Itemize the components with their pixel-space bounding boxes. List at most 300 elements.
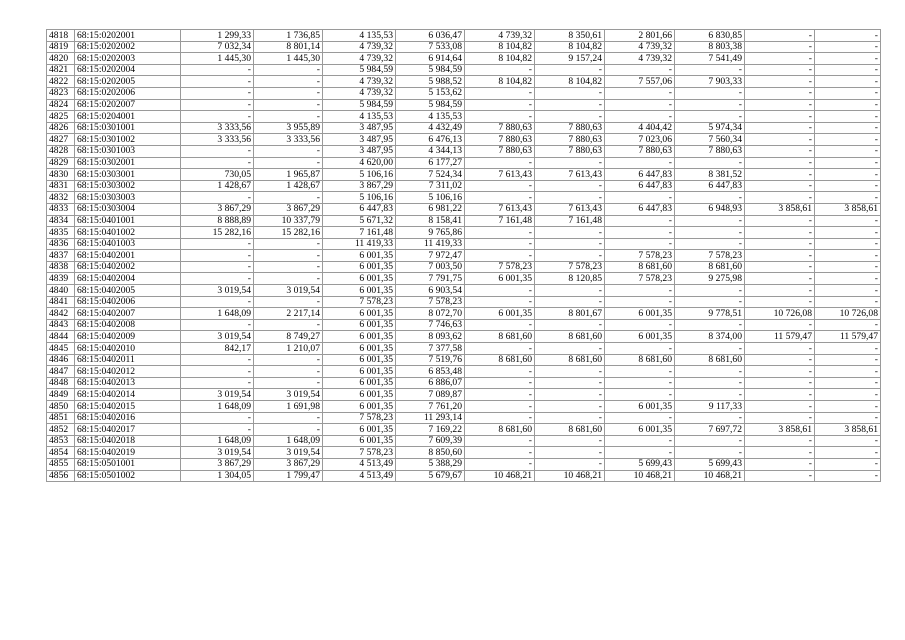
cell-value-5: -	[465, 343, 535, 355]
cell-value-4: 4 135,53	[396, 111, 465, 123]
cell-value-3: 6 001,35	[323, 331, 396, 343]
cell-value-5: -	[465, 111, 535, 123]
cell-value-8: -	[675, 389, 745, 401]
table-row	[47, 180, 881, 192]
cell-value-10: -	[815, 169, 881, 181]
cell-value-6: -	[535, 296, 605, 308]
cell-value-5: 7 880,63	[465, 122, 535, 134]
table-row	[47, 377, 881, 389]
cell-value-3: 6 001,35	[323, 343, 396, 355]
cell-value-2: 3 019,54	[254, 389, 323, 401]
cell-value-2: 15 282,16	[254, 227, 323, 239]
cell-value-3: 7 578,23	[323, 296, 396, 308]
cell-value-9: -	[745, 157, 815, 169]
cell-value-6: -	[535, 377, 605, 389]
cell-cadastral-code: 68:15:0402006	[75, 296, 181, 308]
cell-value-9: 11 579,47	[745, 331, 815, 343]
cell-value-10: -	[815, 180, 881, 192]
cell-value-5: -	[465, 296, 535, 308]
cell-value-3: 6 001,35	[323, 377, 396, 389]
cell-value-4: 5 984,59	[396, 64, 465, 76]
cell-value-7: -	[605, 447, 675, 459]
cell-value-8: -	[675, 377, 745, 389]
cell-value-1: -	[181, 111, 254, 123]
cell-value-8: -	[675, 319, 745, 331]
cell-value-10: -	[815, 343, 881, 355]
cell-cadastral-code: 68:15:0501002	[75, 470, 181, 482]
cell-cadastral-code: 68:15:0402015	[75, 401, 181, 413]
cell-value-4: 8 072,70	[396, 308, 465, 320]
table-row	[47, 308, 881, 320]
cell-value-10: -	[815, 273, 881, 285]
cell-value-4: 5 153,62	[396, 87, 465, 99]
cell-value-6: -	[535, 250, 605, 262]
cell-value-7: 7 023,06	[605, 134, 675, 146]
cell-value-2: 3 867,29	[254, 203, 323, 215]
table-row	[47, 435, 881, 447]
cell-cadastral-code: 68:15:0402012	[75, 366, 181, 378]
table-row	[47, 285, 881, 297]
cell-value-9: -	[745, 169, 815, 181]
cell-value-4: 7 972,47	[396, 250, 465, 262]
cell-value-1: -	[181, 319, 254, 331]
cell-cadastral-code: 68:15:0401001	[75, 215, 181, 227]
cell-value-10: -	[815, 250, 881, 262]
cell-value-6: 8 104,82	[535, 76, 605, 88]
cell-value-4: 7 377,58	[396, 343, 465, 355]
cell-value-7: -	[605, 285, 675, 297]
cell-row-index: 4822	[47, 76, 75, 88]
cell-value-6: 8 104,82	[535, 41, 605, 53]
table-row	[47, 122, 881, 134]
cell-value-2: 8 749,27	[254, 331, 323, 343]
cell-value-3: 6 001,35	[323, 435, 396, 447]
cell-value-3: 6 001,35	[323, 389, 396, 401]
cell-value-8: 5 974,34	[675, 122, 745, 134]
cell-row-index: 4829	[47, 157, 75, 169]
cell-value-2: -	[254, 261, 323, 273]
cell-value-7: 6 447,83	[605, 180, 675, 192]
cell-value-1: -	[181, 76, 254, 88]
cell-cadastral-code: 68:15:0202003	[75, 53, 181, 65]
cell-cadastral-code: 68:15:0402007	[75, 308, 181, 320]
cell-value-10: 11 579,47	[815, 331, 881, 343]
cell-value-6: -	[535, 366, 605, 378]
cell-value-4: 7 533,08	[396, 41, 465, 53]
cell-value-3: 7 161,48	[323, 227, 396, 239]
cell-value-9: -	[745, 192, 815, 204]
cell-value-7: 6 001,35	[605, 308, 675, 320]
cell-value-6: 7 880,63	[535, 134, 605, 146]
cell-cadastral-code: 68:15:0402008	[75, 319, 181, 331]
cell-cadastral-code: 68:15:0301003	[75, 145, 181, 157]
cell-value-6: -	[535, 99, 605, 111]
table-row	[47, 401, 881, 413]
cell-value-8: -	[675, 285, 745, 297]
table-row	[47, 157, 881, 169]
cell-cadastral-code: 68:15:0401002	[75, 227, 181, 239]
cell-row-index: 4823	[47, 87, 75, 99]
cell-value-1: 3 333,56	[181, 134, 254, 146]
cell-value-8: 9 117,33	[675, 401, 745, 413]
cell-value-3: 6 001,35	[323, 366, 396, 378]
cell-value-9: -	[745, 134, 815, 146]
cell-value-6: 8 681,60	[535, 354, 605, 366]
cell-value-8: 6 948,93	[675, 203, 745, 215]
cell-value-5: -	[465, 250, 535, 262]
cell-value-10: -	[815, 227, 881, 239]
cell-value-10: -	[815, 145, 881, 157]
cell-value-2: -	[254, 157, 323, 169]
cell-value-4: 6 886,07	[396, 377, 465, 389]
cell-value-10: 3 858,61	[815, 424, 881, 436]
cell-value-4: 6 981,22	[396, 203, 465, 215]
cell-value-2: -	[254, 366, 323, 378]
cell-value-8: 9 778,51	[675, 308, 745, 320]
cell-value-4: 7 578,23	[396, 296, 465, 308]
table-row	[47, 250, 881, 262]
cell-value-9: -	[745, 53, 815, 65]
cell-value-6: -	[535, 87, 605, 99]
cell-row-index: 4843	[47, 319, 75, 331]
cell-value-2: 8 801,14	[254, 41, 323, 53]
cell-cadastral-code: 68:15:0402019	[75, 447, 181, 459]
cell-row-index: 4853	[47, 435, 75, 447]
cell-value-4: 11 419,33	[396, 238, 465, 250]
cell-value-7: 6 001,35	[605, 331, 675, 343]
cell-row-index: 4834	[47, 215, 75, 227]
cell-value-8: -	[675, 238, 745, 250]
table-row	[47, 343, 881, 355]
cell-value-7: 6 447,83	[605, 169, 675, 181]
cell-value-10: -	[815, 111, 881, 123]
cell-value-7: 10 468,21	[605, 470, 675, 482]
table-row	[47, 215, 881, 227]
cell-value-10: -	[815, 366, 881, 378]
cell-value-6: -	[535, 447, 605, 459]
cell-value-3: 4 513,49	[323, 458, 396, 470]
cell-value-3: 5 984,59	[323, 64, 396, 76]
table-row	[47, 273, 881, 285]
cell-value-7: -	[605, 238, 675, 250]
cell-cadastral-code: 68:15:0402016	[75, 412, 181, 424]
cell-value-9: -	[745, 215, 815, 227]
cell-row-index: 4831	[47, 180, 75, 192]
cell-value-10: -	[815, 435, 881, 447]
cell-value-8: -	[675, 227, 745, 239]
cell-value-1: 1 428,67	[181, 180, 254, 192]
cell-value-2: 1 965,87	[254, 169, 323, 181]
cell-value-7: 7 578,23	[605, 273, 675, 285]
cell-cadastral-code: 68:15:0202004	[75, 64, 181, 76]
cell-value-1: -	[181, 377, 254, 389]
cell-cadastral-code: 68:15:0303002	[75, 180, 181, 192]
cell-value-6: -	[535, 343, 605, 355]
cell-value-3: 6 001,35	[323, 261, 396, 273]
cell-value-1: 3 019,54	[181, 447, 254, 459]
cell-value-2: 1 736,85	[254, 30, 323, 42]
cell-value-10: -	[815, 458, 881, 470]
cell-value-10: -	[815, 447, 881, 459]
cell-value-5: 8 104,82	[465, 76, 535, 88]
cell-value-8: -	[675, 366, 745, 378]
cell-value-10: 10 726,08	[815, 308, 881, 320]
cell-value-8: -	[675, 435, 745, 447]
cell-value-5: -	[465, 377, 535, 389]
cell-value-7: -	[605, 389, 675, 401]
cell-row-index: 4852	[47, 424, 75, 436]
cell-value-5: 6 001,35	[465, 273, 535, 285]
cell-value-1: 1 648,09	[181, 435, 254, 447]
cell-value-5: 8 681,60	[465, 424, 535, 436]
cell-value-9: 10 726,08	[745, 308, 815, 320]
cell-value-7: -	[605, 227, 675, 239]
cell-value-10: -	[815, 192, 881, 204]
cell-value-6: 8 681,60	[535, 424, 605, 436]
cell-value-1: -	[181, 238, 254, 250]
cell-value-4: 6 853,48	[396, 366, 465, 378]
cell-value-6: 8 120,85	[535, 273, 605, 285]
cell-value-10: -	[815, 296, 881, 308]
cell-value-2: -	[254, 377, 323, 389]
cell-row-index: 4856	[47, 470, 75, 482]
cell-value-4: 8 158,41	[396, 215, 465, 227]
cell-value-3: 6 001,35	[323, 424, 396, 436]
cell-value-8: 5 699,43	[675, 458, 745, 470]
cell-value-4: 7 746,63	[396, 319, 465, 331]
cell-value-5: -	[465, 157, 535, 169]
cell-value-6: -	[535, 389, 605, 401]
cell-cadastral-code: 68:15:0204001	[75, 111, 181, 123]
cell-row-index: 4836	[47, 238, 75, 250]
cell-value-7: 8 681,60	[605, 354, 675, 366]
cell-cadastral-code: 68:15:0402010	[75, 343, 181, 355]
cell-value-3: 6 001,35	[323, 273, 396, 285]
cell-value-8: -	[675, 99, 745, 111]
cell-value-8: -	[675, 192, 745, 204]
cell-value-9: -	[745, 458, 815, 470]
cell-value-7: 4 739,32	[605, 41, 675, 53]
cell-value-2: 3 019,54	[254, 447, 323, 459]
cell-value-2: -	[254, 238, 323, 250]
cell-value-7: -	[605, 87, 675, 99]
cell-cadastral-code: 68:15:0202001	[75, 30, 181, 42]
cell-value-7: -	[605, 435, 675, 447]
cell-value-8: 8 681,60	[675, 354, 745, 366]
cell-value-5: -	[465, 87, 535, 99]
cell-value-4: 5 679,67	[396, 470, 465, 482]
cell-value-5: 7 613,43	[465, 169, 535, 181]
cell-value-5: 7 578,23	[465, 261, 535, 273]
cell-value-1: 3 867,29	[181, 458, 254, 470]
cell-value-4: 7 524,34	[396, 169, 465, 181]
table-row	[47, 111, 881, 123]
cell-row-index: 4830	[47, 169, 75, 181]
cell-value-3: 5 984,59	[323, 99, 396, 111]
cell-value-5: 6 001,35	[465, 308, 535, 320]
cell-row-index: 4839	[47, 273, 75, 285]
cell-cadastral-code: 68:15:0401003	[75, 238, 181, 250]
cell-value-2: 1 445,30	[254, 53, 323, 65]
cell-cadastral-code: 68:15:0202007	[75, 99, 181, 111]
cell-value-3: 5 106,16	[323, 169, 396, 181]
cell-value-3: 6 001,35	[323, 285, 396, 297]
cell-row-index: 4841	[47, 296, 75, 308]
cell-row-index: 4845	[47, 343, 75, 355]
cell-value-4: 5 984,59	[396, 99, 465, 111]
cell-value-7: 8 681,60	[605, 261, 675, 273]
cell-value-7: -	[605, 99, 675, 111]
table-row	[47, 41, 881, 53]
cell-value-9: -	[745, 366, 815, 378]
cell-value-7: 4 404,42	[605, 122, 675, 134]
cell-value-10: -	[815, 377, 881, 389]
cell-value-9: -	[745, 30, 815, 42]
cell-value-3: 4 513,49	[323, 470, 396, 482]
table-row	[47, 319, 881, 331]
cell-value-3: 7 578,23	[323, 412, 396, 424]
cell-value-10: -	[815, 319, 881, 331]
table-row	[47, 261, 881, 273]
cell-value-2: 1 210,07	[254, 343, 323, 355]
cell-value-5: 7 880,63	[465, 134, 535, 146]
cell-row-index: 4825	[47, 111, 75, 123]
cell-value-5: 8 104,82	[465, 53, 535, 65]
table-row	[47, 203, 881, 215]
cell-value-5: 7 161,48	[465, 215, 535, 227]
cell-value-3: 6 001,35	[323, 354, 396, 366]
cell-value-7: -	[605, 215, 675, 227]
cell-value-8: 8 381,52	[675, 169, 745, 181]
cell-value-6: 9 157,24	[535, 53, 605, 65]
cell-row-index: 4842	[47, 308, 75, 320]
cell-value-4: 7 761,20	[396, 401, 465, 413]
cell-row-index: 4819	[47, 41, 75, 53]
cell-value-6: -	[535, 227, 605, 239]
cell-value-2: -	[254, 145, 323, 157]
cell-value-9: -	[745, 389, 815, 401]
cell-value-9: -	[745, 261, 815, 273]
cell-value-1: 3 019,54	[181, 389, 254, 401]
cell-value-10: -	[815, 53, 881, 65]
cell-value-9: -	[745, 401, 815, 413]
cell-cadastral-code: 68:15:0402011	[75, 354, 181, 366]
cell-value-4: 8 850,60	[396, 447, 465, 459]
table-row	[47, 331, 881, 343]
cell-value-8: 9 275,98	[675, 273, 745, 285]
cell-value-9: 3 858,61	[745, 424, 815, 436]
cell-value-1: 1 445,30	[181, 53, 254, 65]
cell-value-8: -	[675, 343, 745, 355]
cell-value-4: 5 388,29	[396, 458, 465, 470]
cell-cadastral-code: 68:15:0302001	[75, 157, 181, 169]
cell-value-8: 7 578,23	[675, 250, 745, 262]
cell-value-7: -	[605, 377, 675, 389]
cell-cadastral-code: 68:15:0402002	[75, 261, 181, 273]
cell-value-9: -	[745, 238, 815, 250]
cell-value-10: -	[815, 41, 881, 53]
cell-value-1: -	[181, 64, 254, 76]
cell-value-3: 4 620,00	[323, 157, 396, 169]
cell-value-5: -	[465, 227, 535, 239]
table-row	[47, 354, 881, 366]
cell-value-5: -	[465, 192, 535, 204]
cell-value-2: -	[254, 412, 323, 424]
cell-value-10: -	[815, 238, 881, 250]
cell-value-5: -	[465, 99, 535, 111]
table-row	[47, 169, 881, 181]
cell-value-1: 842,17	[181, 343, 254, 355]
cell-value-3: 4 739,32	[323, 76, 396, 88]
cell-value-6: -	[535, 64, 605, 76]
cell-value-1: -	[181, 99, 254, 111]
cell-value-4: 4 432,49	[396, 122, 465, 134]
cell-value-4: 8 093,62	[396, 331, 465, 343]
cell-value-7: -	[605, 366, 675, 378]
cell-value-5: 8 681,60	[465, 331, 535, 343]
cell-value-6: -	[535, 319, 605, 331]
cell-value-9: -	[745, 377, 815, 389]
cell-value-7: 4 739,32	[605, 53, 675, 65]
table-row	[47, 296, 881, 308]
cell-value-7: 2 801,66	[605, 30, 675, 42]
cell-cadastral-code: 68:15:0402013	[75, 377, 181, 389]
cell-value-6: 7 613,43	[535, 203, 605, 215]
cell-value-1: 15 282,16	[181, 227, 254, 239]
cell-value-4: 6 914,64	[396, 53, 465, 65]
cell-value-5: -	[465, 180, 535, 192]
table-row	[47, 145, 881, 157]
cell-value-10: -	[815, 389, 881, 401]
cell-value-6: -	[535, 180, 605, 192]
table-row	[47, 30, 881, 42]
cell-value-6: -	[535, 458, 605, 470]
cell-value-4: 7 609,39	[396, 435, 465, 447]
cell-value-8: -	[675, 157, 745, 169]
cell-value-8: 7 880,63	[675, 145, 745, 157]
cell-value-7: -	[605, 343, 675, 355]
cell-value-6: 7 613,43	[535, 169, 605, 181]
table-row	[47, 53, 881, 65]
cell-value-6: 7 880,63	[535, 122, 605, 134]
cell-row-index: 4821	[47, 64, 75, 76]
cell-value-9: -	[745, 273, 815, 285]
cell-value-2: -	[254, 424, 323, 436]
cell-value-6: -	[535, 412, 605, 424]
cell-value-1: -	[181, 366, 254, 378]
cell-value-3: 7 578,23	[323, 447, 396, 459]
cell-value-9: -	[745, 145, 815, 157]
cell-value-6: -	[535, 111, 605, 123]
cell-row-index: 4827	[47, 134, 75, 146]
cell-value-6: -	[535, 238, 605, 250]
cell-value-3: 6 447,83	[323, 203, 396, 215]
cell-value-9: -	[745, 296, 815, 308]
cell-cadastral-code: 68:15:0402004	[75, 273, 181, 285]
cell-value-6: 8 801,67	[535, 308, 605, 320]
cell-value-3: 4 135,53	[323, 111, 396, 123]
cell-cadastral-code: 68:15:0402009	[75, 331, 181, 343]
cell-value-5: -	[465, 64, 535, 76]
cell-value-6: -	[535, 435, 605, 447]
cell-value-2: 3 955,89	[254, 122, 323, 134]
cell-value-9: -	[745, 180, 815, 192]
cell-row-index: 4848	[47, 377, 75, 389]
cell-value-4: 7 003,50	[396, 261, 465, 273]
cell-value-7: 7 578,23	[605, 250, 675, 262]
cell-value-10: -	[815, 30, 881, 42]
cell-value-2: -	[254, 76, 323, 88]
